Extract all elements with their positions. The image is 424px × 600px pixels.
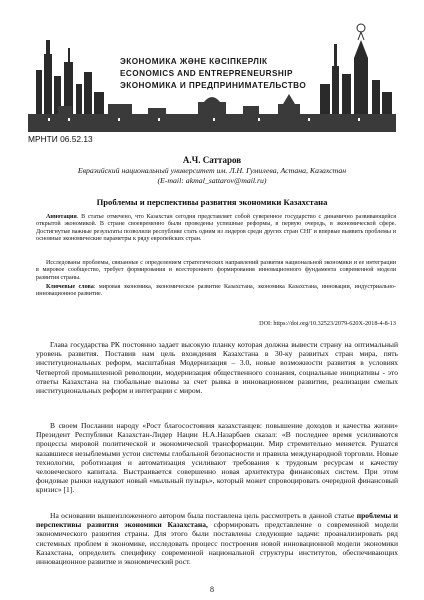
author-email: (E-mail: akmal_sattarov@mail.ru): [157, 176, 267, 185]
body-paragraph-1: Глава государства РК постоянно задает высокую планку которая должна вывести страну на оптимальный уровень развития. Поставив нам цель вхождения Казахстана в 30-ку развитых стран мира, пять институциональных реформ, масштабная Модернизация – 3.0, новые возможности развития в условиях Четвертой промышленной революции, модернизация общественного сознания, социальные инициативы - это ответы Казахстана на глобальные вызовы за счет рывка в инновационном развитии, реализации смелых институциональных реформ и интеграции с миром.: [36, 340, 398, 396]
body-paragraph-3-end: сформировать представление о современной модели экономического развития страны. Для этого были поставлены следующие задачи: проанализировать ряд системных проблем в экономике, исследовать процесс построения новой инновационной модели экономики Казахстана, определить специфику современной национальной структуры институтов, обеспечивающих инновационное развитие и экономический рост.: [36, 520, 398, 567]
body-paragraph-3-emphasis: проблемы и перспективы развития экономики Казахстана,: [36, 511, 398, 530]
page-number: 8: [210, 585, 214, 594]
doi-link[interactable]: DOI: https://doi.org/10.32523/2079-620X-2018-4-8-13: [259, 320, 396, 327]
body-paragraph-3-start: На основании вышеизложенного автором была поставлена цель рассмотреть в данной статье: [50, 511, 357, 520]
journal-title-kz: ЭКОНОМИКА ЖӘНЕ КӘСІПКЕРЛІК: [120, 57, 268, 66]
keywords-label: Ключевые слова: [46, 284, 94, 290]
body-paragraph-3: [36, 511, 398, 566]
author-affiliation: Евразийский национальный университет им. Л.Н. Гумилева, Астана, Казахстан: [77, 166, 347, 175]
udc-code: МРНТИ 06.52.13: [28, 134, 93, 144]
body-paragraph-2: В своем Послании народу «Рост благосостояния казахстанцев: повышение доходов и качества жизни» Президент Республики Казахстан-Лидер Нации Н.А.Назарбаев сказал: «В последнее время усиливаются процессы мировой политической и экономической трансформации. Мир стремительно меняется. Рушатся казавшиеся незыблемыми устои системы глобальной безопасности и правила международной торговли. Новые технологии, роботизация и автоматизация усиливают требования к трудовым ресурсам и качеству человеческого капитала. Выстраивается совершенно новая архитектура финансовых систем. При этом фондовые рынки надувают новый «мыльный пузырь», который может спровоцировать очередной финансовый кризис» [1].: [36, 421, 398, 495]
keywords-text: : мировая экономика, экономическое развитие Казахстана, экономика Казахстана, инновации, индустриально-инновационное развитие.: [36, 284, 396, 298]
author-name: А.Ч. Саттаров: [182, 155, 242, 165]
abstract-label: Аннотация: [46, 214, 77, 220]
journal-title-ru: ЭКОНОМИКА И ПРЕДПРИНИМАТЕЛЬСТВО: [120, 81, 307, 90]
abstract-text: . В статье отмечено, что Казахстан сегодня представляет собой суверенное государство с динамично развивающейся открытой экономикой. В стране своевременно были проведены успешные реформы, в первую очередь, в экономической сфере. Достигнутые важные результаты позволили республике стать одним из лидеров среди других стран СНГ и впервые выявить проблемы и основные экономические параметры к ряду европейских стран.: [36, 214, 396, 243]
journal-masthead: [28, 14, 396, 132]
abstract-text-2: Исследованы проблемы, связанные с определением стратегических направлений развития национальной экономики и ее интеграции в мировое сообщество, требует формирования и всестороннего формирования инновационного фундамента современной модели развития страны.: [36, 260, 396, 281]
keywords: [36, 284, 396, 299]
journal-title-en: ECONOMICS AND ENTREPRENEURSHIP: [120, 69, 293, 78]
abstract: [36, 214, 396, 244]
journal-titles: [120, 56, 380, 92]
article-title: Проблемы и перспективы развития экономики Казахстана: [96, 197, 328, 207]
